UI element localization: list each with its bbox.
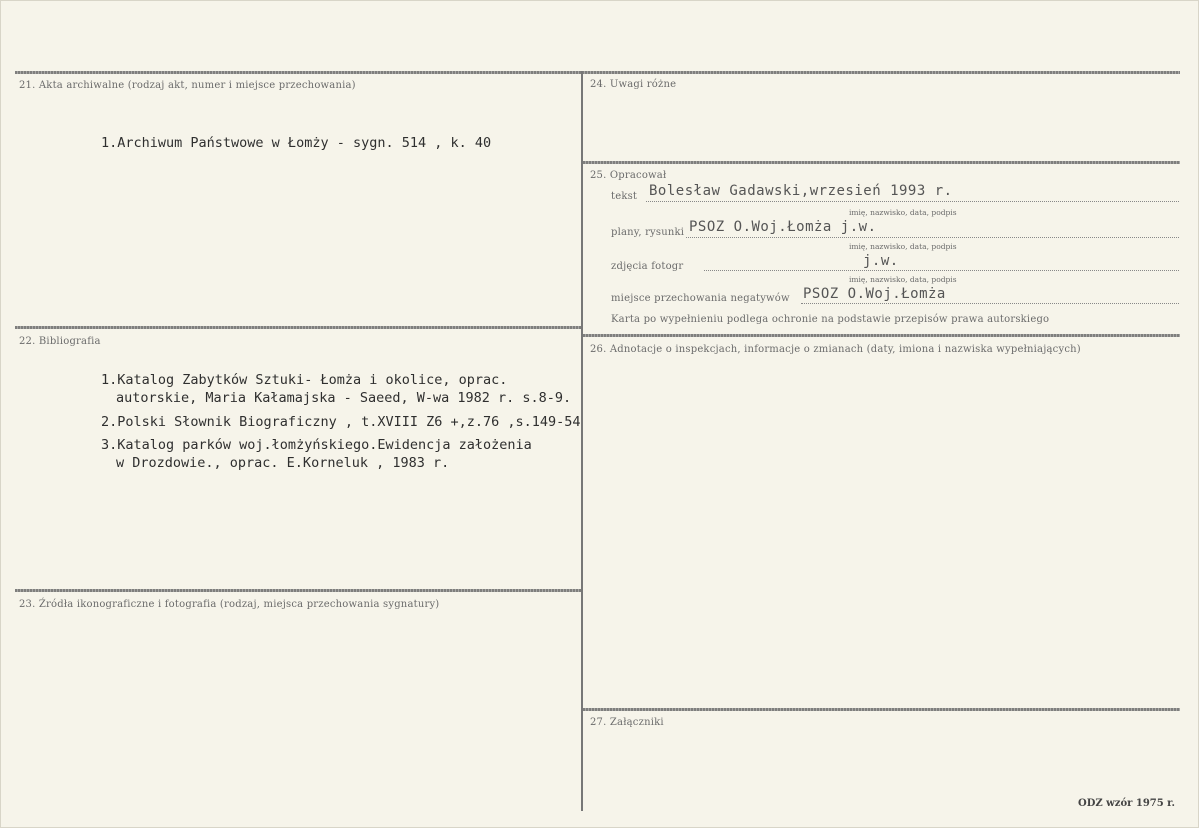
copyright-note: Karta po wypełnieniu podlega ochronie na podstawie przepisów prawa autorskiego (611, 314, 1050, 325)
rule-21-22 (15, 326, 581, 329)
rule-22-23 (15, 589, 581, 592)
plany-value: PSOZ O.Woj.Łomża j.w. (689, 219, 877, 235)
form-footer: ODZ wzór 1975 r. (1078, 798, 1176, 809)
tekst-line (646, 201, 1179, 202)
rule-26-27 (583, 708, 1180, 711)
top-rule (15, 71, 1180, 74)
section-24-label: 24. Uwagi różne (590, 79, 677, 90)
rule-25-26 (583, 334, 1180, 337)
section-22-entry-1-cont: autorskie, Maria Kałamajska - Saeed, W-wa 1982 r. s.8-9. (116, 390, 572, 406)
miejsce-label: miejsce przechowania negatywów (611, 293, 790, 304)
section-26-label: 26. Adnotacje o inspekcjach, informacje o zmianach (daty, imiona i nazwiska wypełniających) (590, 344, 1081, 355)
section-22-entry-1: 1.Katalog Zabytków Sztuki- Łomża i okolice, oprac. (101, 372, 508, 388)
zdjecia-label: zdjęcia fotogr (611, 261, 684, 272)
zdjecia-value: j.w. (863, 253, 899, 269)
tekst-value: Bolesław Gadawski,wrzesień 1993 r. (649, 183, 953, 199)
center-divider (581, 71, 583, 811)
caption-3: imię, nazwisko, data, podpis (849, 275, 957, 284)
section-22-entry-2: 2.Polski Słownik Biograficzny , t.XVIII Z6 +,z.76 ,s.149-54 (101, 414, 581, 430)
plany-line (686, 237, 1179, 238)
caption-1: imię, nazwisko, data, podpis (849, 208, 957, 217)
section-21-entry-1: 1.Archiwum Państwowe w Łomży - sygn. 514 , k. 40 (101, 135, 492, 151)
section-27-label: 27. Załączniki (590, 717, 664, 728)
section-23-label: 23. Źródła ikonograficzne i fotografia (rodzaj, miejsca przechowania sygnatury) (19, 599, 440, 610)
plany-label: plany, rysunki (611, 227, 685, 238)
tekst-label: tekst (611, 191, 638, 202)
rule-24-25 (583, 161, 1180, 164)
section-25-label: 25. Opracował (590, 170, 667, 181)
section-22-label: 22. Bibliografia (19, 336, 101, 347)
miejsce-value: PSOZ O.Woj.Łomża (803, 286, 946, 302)
section-21-label: 21. Akta archiwalne (rodzaj akt, numer i miejsce przechowania) (19, 80, 356, 91)
miejsce-line (801, 303, 1179, 304)
zdjecia-line (704, 270, 1179, 271)
caption-2: imię, nazwisko, data, podpis (849, 242, 957, 251)
section-22-entry-3-cont: w Drozdowie., oprac. E.Korneluk , 1983 r. (116, 455, 450, 471)
section-22-entry-3: 3.Katalog parków woj.łomżyńskiego.Ewidencja założenia (101, 437, 532, 453)
